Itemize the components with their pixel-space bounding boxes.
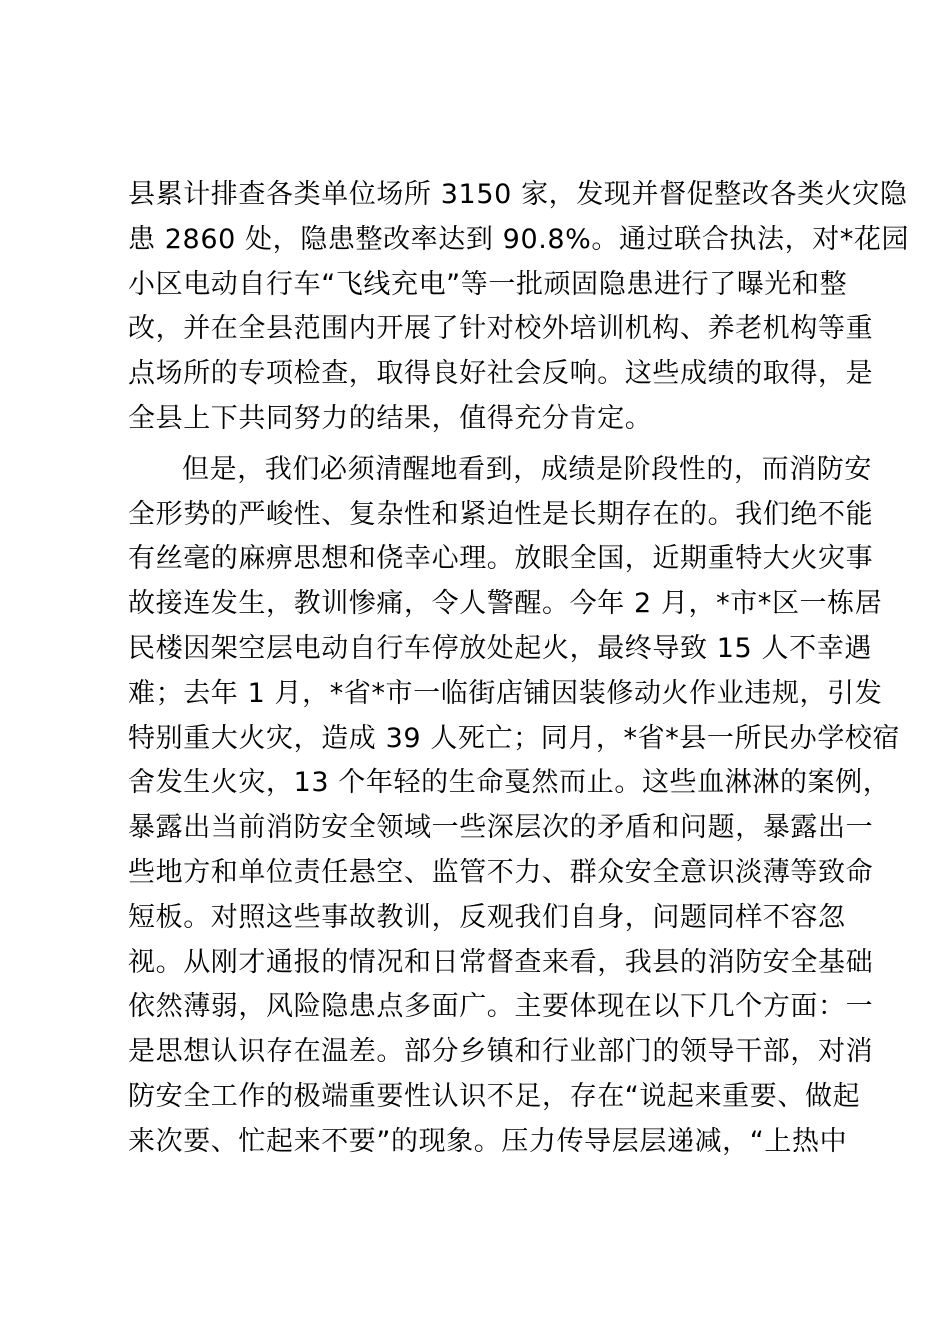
text-line: 舍发生火灾，13 个年轻的生命戛然而止。这些血淋淋的案例， — [128, 767, 891, 799]
paragraph-problems — [128, 448, 901, 1165]
text-line: 依然薄弱，风险隐患点多面广。主要体现在以下几个方面：一 — [128, 991, 874, 1023]
text-line: 县累计排查各类单位场所 3150 家，发现并督促整改各类火灾隐 — [128, 179, 908, 210]
text-line: 全形势的严峻性、复杂性和紧迫性是长期存在的。我们绝不能 — [128, 498, 874, 530]
text-line: 暴露出当前消防安全领域一些深层次的矛盾和问题，暴露出一 — [128, 812, 874, 844]
text-line: 特别重大火灾，造成 39 人死亡；同月，*省*县一所民办学校宿 — [128, 722, 901, 754]
text-line: 但是，我们必须清醒地看到，成绩是阶段性的，而消防安 — [182, 453, 872, 485]
text-line: 小区电动自行车“飞线充电”等一批顽固隐患进行了曝光和整 — [128, 268, 848, 300]
text-line: 点场所的专项检查，取得良好社会反响。这些成绩的取得，是 — [128, 358, 874, 390]
text-line: 改，并在全县范围内开展了针对校外培训机构、养老机构等重 — [128, 313, 874, 345]
text-line: 有丝毫的麻痹思想和侥幸心理。放眼全国，近期重特大火灾事 — [128, 543, 874, 575]
text-line: 难；去年 1 月，*省*市一临街店铺因装修动火作业违规，引发 — [128, 677, 883, 709]
paragraph-achievements — [128, 173, 910, 442]
text-line: 视。从刚才通报的情况和日常督查来看，我县的消防安全基础 — [128, 946, 874, 978]
text-line: 短板。对照这些事故教训，反观我们自身，问题同样不容忽 — [128, 901, 846, 933]
text-line: 些地方和单位责任悬空、监管不力、群众安全意识淡薄等致命 — [128, 856, 874, 888]
document-body — [128, 173, 910, 1165]
text-line: 全县上下共同努力的结果，值得充分肯定。 — [128, 402, 653, 434]
text-line: 来次要、忙起来不要”的现象。压力传导层层递减，“上热中 — [128, 1125, 848, 1157]
text-line: 民楼因架空层电动自行车停放处起火，最终导致 15 人不幸遇 — [128, 632, 872, 664]
text-line: 患 2860 处，隐患整改率达到 90.8%。通过联合执法，对*花园 — [128, 223, 910, 255]
text-line: 故接连发生，教训惨痛，令人警醒。今年 2 月，*市*区一栋居 — [128, 588, 883, 620]
text-line: 防安全工作的极端重要性认识不足，存在“说起来重要、做起 — [128, 1080, 861, 1112]
text-line: 是思想认识存在温差。部分乡镇和行业部门的领导干部，对消 — [128, 1036, 874, 1068]
